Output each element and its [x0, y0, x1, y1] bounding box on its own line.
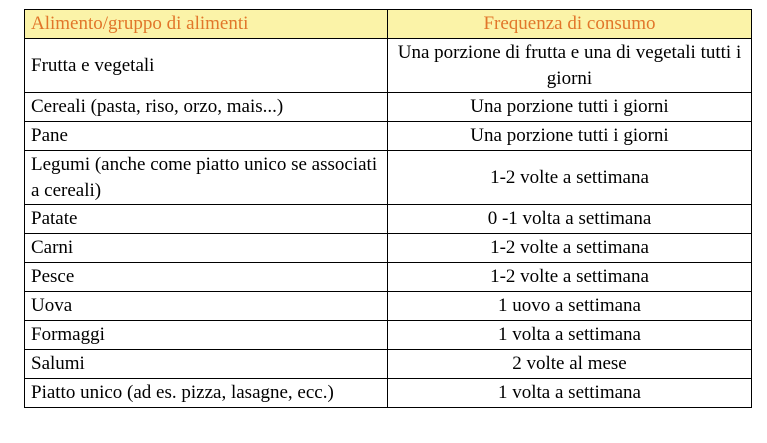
food-cell: Uova: [25, 292, 388, 321]
food-cell: Formaggi: [25, 321, 388, 350]
table-row: [25, 39, 752, 93]
table-row: [25, 292, 752, 321]
food-cell: Frutta e vegetali: [25, 39, 388, 93]
table-header: [25, 10, 752, 39]
header-food-group: Alimento/gruppo di alimenti: [25, 10, 388, 39]
frequency-cell: Una porzione tutti i giorni: [388, 122, 752, 151]
frequency-cell: Una porzione di frutta e una di vegetali tutti i giorni: [388, 39, 752, 93]
frequency-cell: 1-2 volte a settimana: [388, 151, 752, 205]
food-cell: Salumi: [25, 350, 388, 379]
frequency-cell: 1 volta a settimana: [388, 379, 752, 408]
food-cell: Patate: [25, 205, 388, 234]
frequency-cell: 1-2 volte a settimana: [388, 263, 752, 292]
table-row: [25, 321, 752, 350]
table-row: [25, 151, 752, 205]
food-cell: Legumi (anche come piatto unico se associati a cereali): [25, 151, 388, 205]
table-row: [25, 234, 752, 263]
frequency-cell: 0 -1 volta a settimana: [388, 205, 752, 234]
frequency-cell: 1 volta a settimana: [388, 321, 752, 350]
header-frequency: Frequenza di consumo: [388, 10, 752, 39]
table-row: [25, 263, 752, 292]
food-cell: Piatto unico (ad es. pizza, lasagne, ecc.): [25, 379, 388, 408]
food-cell: Pesce: [25, 263, 388, 292]
food-cell: Cereali (pasta, riso, orzo, mais...): [25, 93, 388, 122]
food-frequency-table: [24, 9, 752, 408]
table-row: [25, 93, 752, 122]
table-row: [25, 122, 752, 151]
table-row: [25, 205, 752, 234]
table-row: [25, 350, 752, 379]
table-body: [25, 39, 752, 408]
frequency-cell: 1-2 volte a settimana: [388, 234, 752, 263]
frequency-cell: Una porzione tutti i giorni: [388, 93, 752, 122]
table-row: [25, 379, 752, 408]
header-row: [25, 10, 752, 39]
food-cell: Pane: [25, 122, 388, 151]
frequency-cell: 2 volte al mese: [388, 350, 752, 379]
food-cell: Carni: [25, 234, 388, 263]
frequency-cell: 1 uovo a settimana: [388, 292, 752, 321]
